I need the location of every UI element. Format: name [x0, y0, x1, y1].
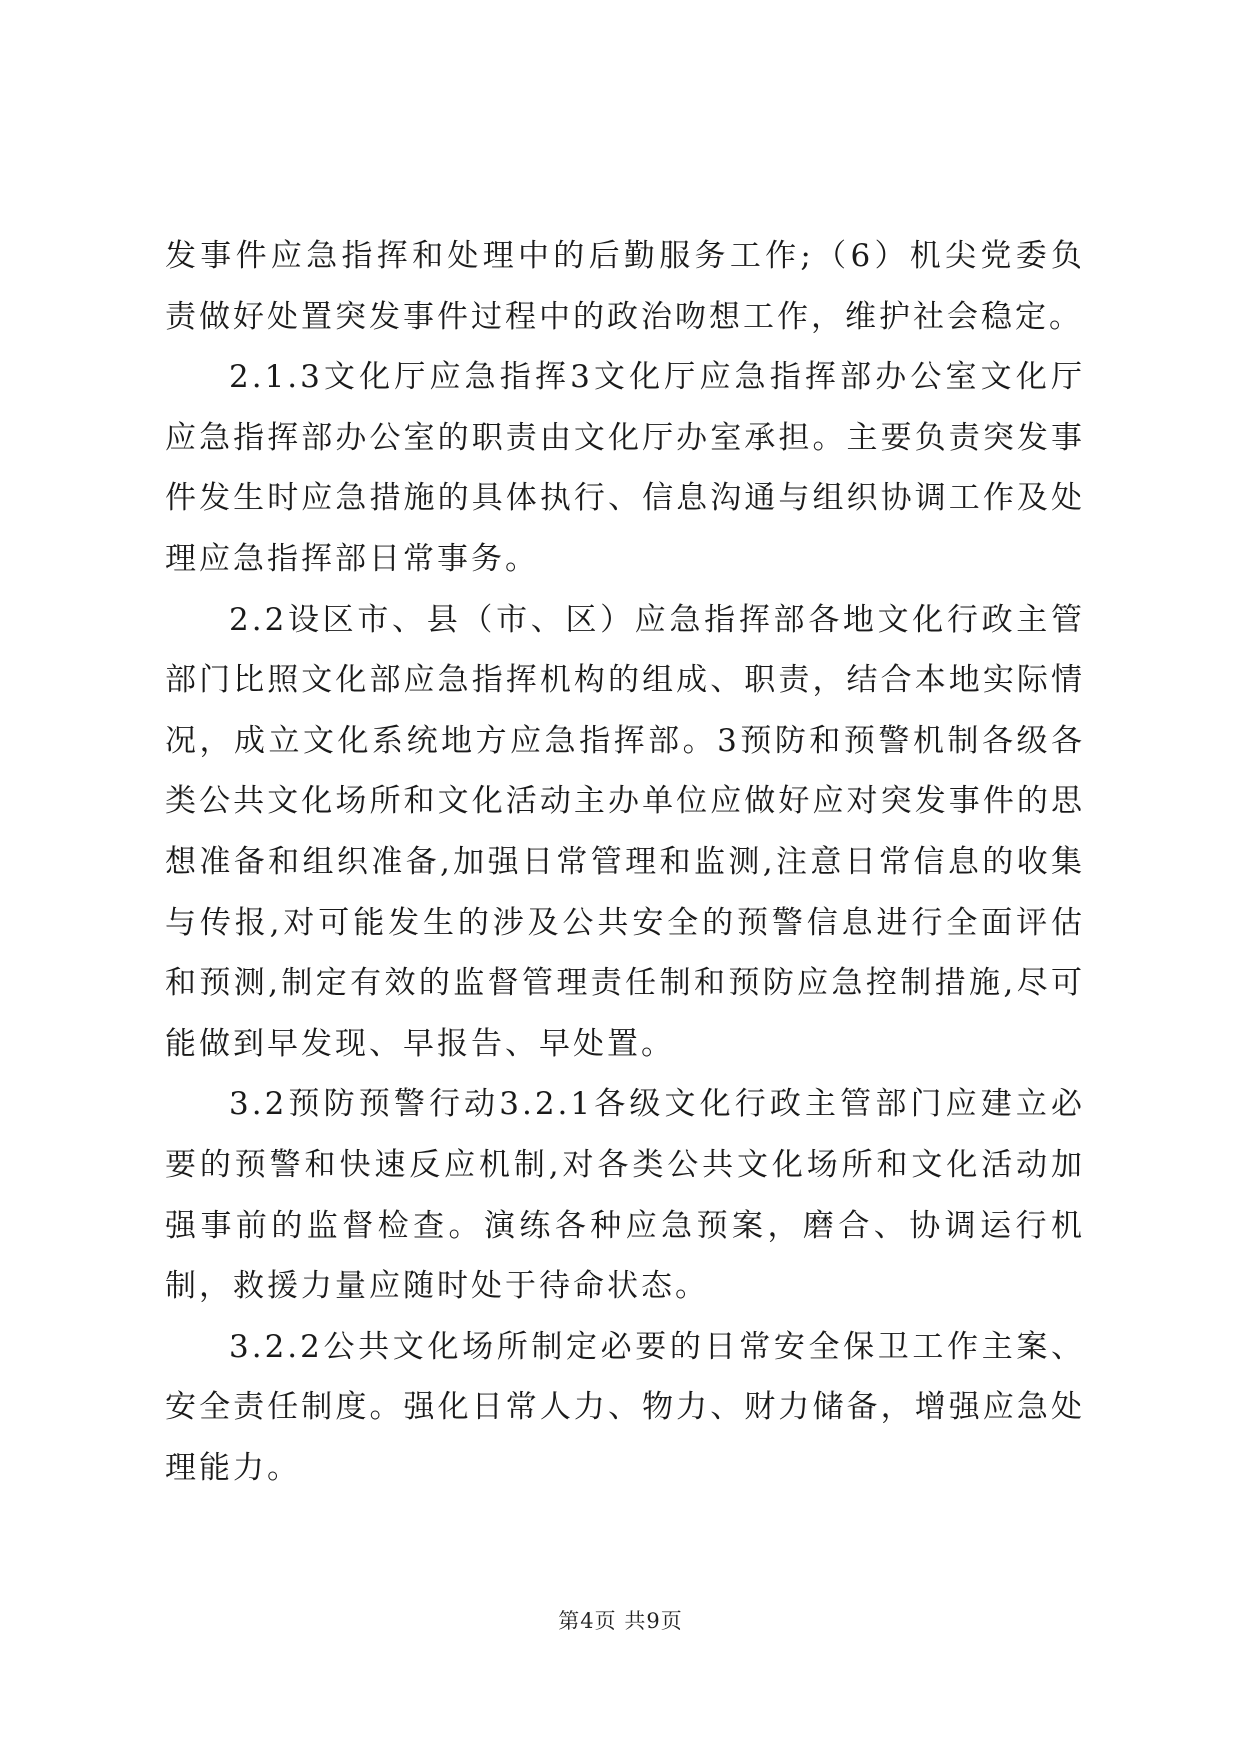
paragraph-5: 3.2.2公共文化场所制定必要的日常安全保卫工作主案、安全责任制度。强化日常人力、物力、财力储备，增强应急处理能力。 — [165, 1328, 1085, 1486]
paragraph-2: 2.1.3文化厅应急指挥3文化厅应急指挥部办公室文化厅应急指挥部办公室的职责由文化厅办室承担。主要负责突发事件发生时应急措施的具体执行、信息沟通与组织协调工作及处理应急指挥部日常事务。 — [165, 359, 1085, 577]
page-footer: 第4页 共9页 — [558, 1609, 683, 1633]
paragraph-4: 3.2预防预警行动3.2.1各级文化行政主管部门应建立必要的预警和快速反应机制,对各类公共文化场所和文化活动加强事前的监督检查。演练各种应急预案，磨合、协调运行机制，救援力量应随时处于待命状态。 — [165, 1086, 1085, 1305]
paragraph-3: 2.2设区市、县（市、区）应急指挥部各地文化行政主管部门比照文化部应急指挥机构的组成、职责，结合本地实际情况，成立文化系统地方应急指挥部。3预防和预警机制各级各类公共文化场所和文化活动主办单位应做好应对突发事件的思想准备和组织准备,加强日常管理和监测,注意日常信息的收集与传报,对可能发生的涉及公共安全的预警信息进行全面评估和预测,制定有效的监督管理责任制和预防应急控制措施,尽可能做到早发现、早报告、早处置。 — [165, 601, 1085, 1062]
paragraph-1: 发事件应急指挥和处理中的后勤服务工作;（6）机尖党委负责做好处置突发事件过程中的政治吻想工作，维护社会稳定。 — [165, 238, 1085, 335]
document-body — [165, 226, 1085, 1498]
